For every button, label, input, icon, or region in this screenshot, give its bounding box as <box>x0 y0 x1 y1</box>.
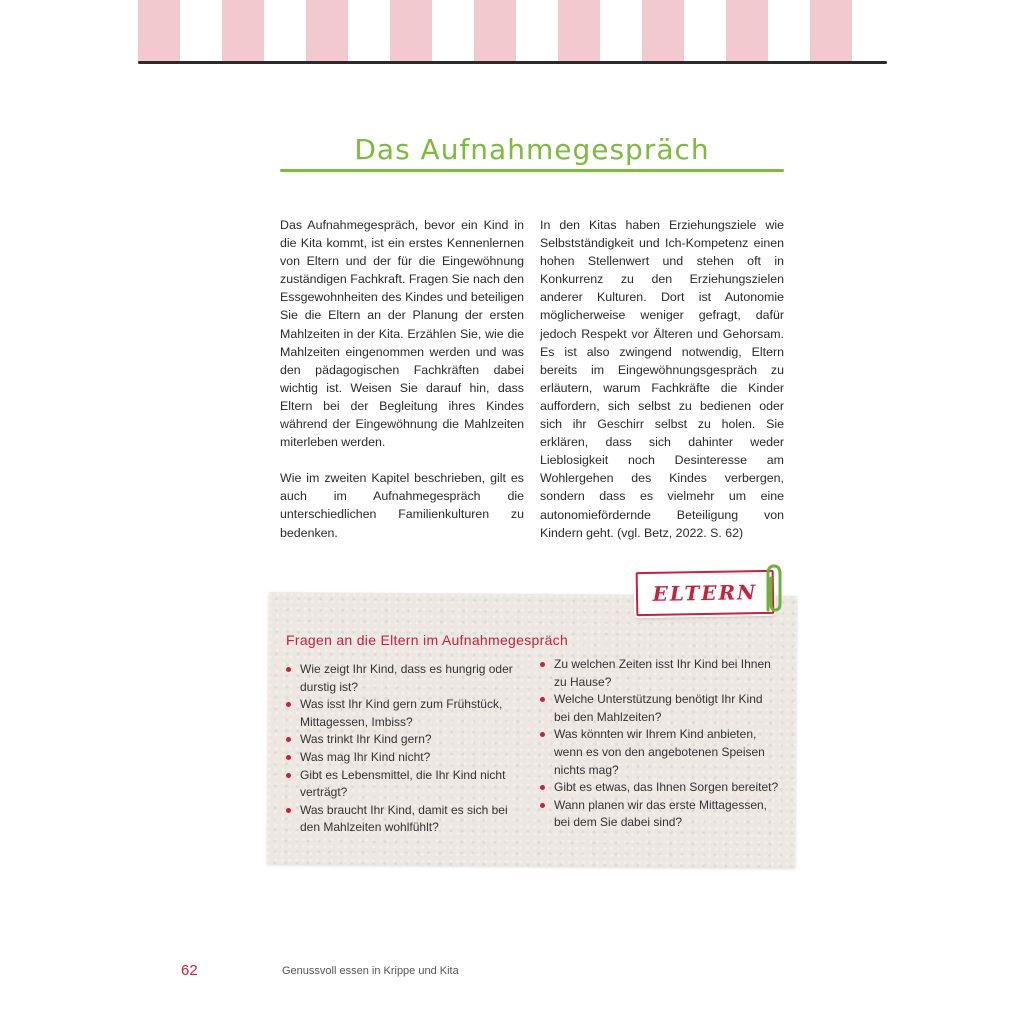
text-column-right <box>540 216 784 560</box>
text-column-left <box>280 216 524 560</box>
question-list-left <box>286 661 522 837</box>
list-item: Was könnten wir Ihrem Kind anbieten, wenn es von den angebotenen Speisen nichts mag? <box>540 726 780 779</box>
paragraph: Wie im zweiten Kapitel beschrieben, gilt es auch im Aufnahmegespräch die unterschiedlichen Familienkulturen zu bedenken. <box>280 471 524 540</box>
tag-label: ELTERN <box>652 580 758 606</box>
list-item: Was mag Ihr Kind nicht? <box>286 749 522 767</box>
list-item: Was braucht Ihr Kind, damit es sich bei den Mahlzeiten wohlfühlt? <box>286 802 522 837</box>
list-item: Wann planen wir das erste Mittagessen, bei dem Sie dabei sind? <box>540 797 780 832</box>
list-item: Was isst Ihr Kind gern zum Frühstück, Mittagessen, Imbiss? <box>286 696 522 731</box>
page-number: 62 <box>181 962 198 979</box>
paragraph: In den Kitas haben Erziehungsziele wie Selbstständigkeit und Ich-Kompetenz einen hohen Stellenwert und stehen oft in Konkurrenz zu den Erziehungszielen anderer Kulturen. Dort ist Autonomie möglicherweise weniger gefragt, dafür jedoch Respekt vor Älteren und Gehorsam. Es ist also zwingend notwendig, Eltern bereits im Eingewöhnungsgespräch zu erläutern, warum Fachkräfte die Kinder auffordern, sich selbst zu bedienen oder sich ihr Geschirr selbst zu holen. Sie erklären, dass sich dahinter weder Lieblosigkeit noch Desinteresse am Wohlergehen des Kindes verbergen, sondern dass es vielmehr um eine autonomiefördernde Beteiligung von Kindern geht. (vgl. Betz, 2022. S. 62) <box>540 218 784 540</box>
question-list-right <box>540 656 780 832</box>
paragraph: Das Aufnahmegespräch, bevor ein Kind in die Kita kommt, ist ein erstes Kennenlernen von Eltern und der für die Eingewöhnung zuständigen Fachkraft. Fragen Sie nach den Essgewohnheiten des Kindes und beteiligen Sie die Eltern an der Planung der ersten Mahlzeiten in der Kita. Erzählen Sie, wie die Mahlzeiten eingenommen werden und was den pädagogischen Fachkräften dabei wichtig ist. Weisen Sie darauf hin, dass Eltern bei der Begleitung ihres Kindes während der Eingewöhnung die Mahlzeiten miterleben werden. <box>280 218 524 450</box>
box-title: Fragen an die Eltern im Aufnahmegespräch <box>286 632 569 648</box>
list-item: Wie zeigt Ihr Kind, dass es hungrig oder durstig ist? <box>286 661 522 696</box>
list-item: Welche Unterstützung benötigt Ihr Kind bei den Mahlzeiten? <box>540 691 780 726</box>
eltern-tag <box>636 570 775 616</box>
running-footer: Genussvoll essen in Krippe und Kita <box>282 965 459 977</box>
awning-edge-line <box>138 61 887 64</box>
striped-awning <box>138 0 887 62</box>
list-item: Gibt es Lebensmittel, die Ihr Kind nicht verträgt? <box>286 767 522 802</box>
title-underline <box>280 169 784 172</box>
list-item: Zu welchen Zeiten isst Ihr Kind bei Ihnen zu Hause? <box>540 656 780 691</box>
paperclip-icon <box>760 562 786 616</box>
list-item: Gibt es etwas, das Ihnen Sorgen bereitet? <box>540 779 780 797</box>
page-title: Das Aufnahmegespräch <box>354 132 710 166</box>
list-item: Was trinkt Ihr Kind gern? <box>286 731 522 749</box>
